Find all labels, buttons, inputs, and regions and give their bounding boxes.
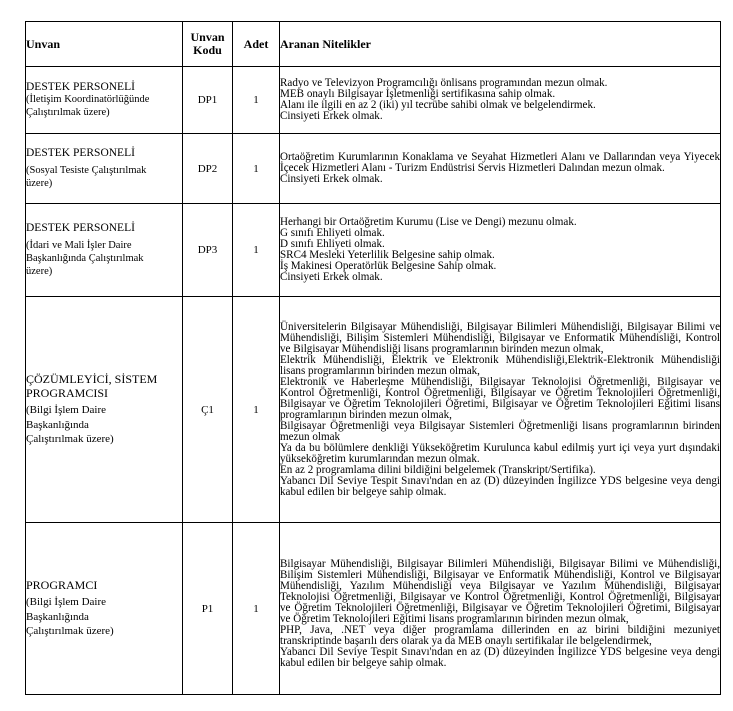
row-count: 1 [233,297,280,523]
qualification-line: Yabancı Dil Seviye Tespit Sınavı'ndan en az (D) düzeyinden İngilizce YDS belgesine veya dengi kabul edilen bir belgeye sahip olmak. [280,474,720,498]
row-subtitle: Çalıştırılmak üzere) [26,107,110,119]
header-adet: Adet [233,22,280,67]
qualification-line: Bilgisayar Mühendisliği, Bilgisayar Bilimleri Mühendisliği, Bilgisayar Bilimi ve Mühendisliği, Bilişim Sistemleri Mühendisliği, Bilgisayar ve Enformatik Mühendisliği, Kontrol ve Bilgisayar Mühendisliği, Yazılım Mühendisliği veya Bilgisayar ve Yazılım Mühendisliği, Bilgisayar Teknolojisi Öğretmenliği, Bilgisayar ve Kontrol Öğretmenliği, Kontrol Öğretmenliği, Bilgisayar ve Öğretim Teknolojileri Öğretmenliği, Bilgisayar ve Öğretim Teknolojileri Öğretimi, Bilgisayar ve Öğretim Teknolojileri Eğitimi lisans programlarının birinden mezun olmak, [280,558,720,625]
row-unvan [26,134,183,204]
row-subtitle: (Bilgi İşlem Daire [26,404,107,417]
row-qualifications [280,297,721,523]
row-title: DESTEK PERSONELİ [26,221,135,234]
row-code: DP3 [183,204,233,297]
table-row [26,67,721,134]
row-title: ÇÖZÜMLEYİCİ, SİSTEM PROGRAMCISI [26,372,158,401]
qualification-line: Cinsiyeti Erkek olmak. [280,110,383,122]
row-title: DESTEK PERSONELİ [26,146,135,159]
row-count: 1 [233,134,280,204]
qualification-line: Yabancı Dil Seviye Tespit Sınavı'ndan en az (D) düzeyinden İngilizce YDS belgesine veya dengi kabul edilen bir belgeye sahip olmak. [280,646,720,669]
table-row [26,523,721,695]
qualification-line: Alanı ile ilgili en az 2 (iki) yıl tecrübe sahibi olmak ve belgelendirmek. [280,99,596,111]
row-qualifications [280,67,721,134]
row-qualifications [280,134,721,204]
qualification-line: D sınıfı Ehliyeti olmak. [280,238,385,250]
qualification-line: En az 2 programlama dilini bildiğini belgelemek (Transkript/Sertifika). [280,463,596,476]
table-row [26,134,721,204]
row-unvan [26,297,183,523]
qualification-line: Radyo ve Televizyon Programcılığı önlisans programından mezun olmak. [280,77,608,89]
row-subtitle: Çalıştırılmak üzere) [26,433,114,446]
row-code: Ç1 [183,297,233,523]
qualification-line: Elektrik Mühendisliği, Elektrik ve Elektronik Mühendisliği,Elektrik-Elektronik Mühendisliği lisans programlarının birinden mezun olmak, [280,353,720,377]
table-row [26,204,721,297]
header-kod-line2: Kodu [193,43,222,57]
row-title: PROGRAMCI [26,578,98,593]
header-row [26,22,721,67]
header-kod-line1: Unvan [190,30,225,44]
qualification-line: İş Makinesi Operatörlük Belgesine Sahip olmak. [280,260,497,272]
row-count: 1 [233,67,280,134]
qualification-line: Cinsiyeti Erkek olmak. [280,173,383,185]
header-unvan: Unvan [26,22,183,67]
row-qualifications [280,204,721,297]
row-subtitle: (İdari ve Mali İşler Daire [26,240,132,252]
qualification-line: MEB onaylı Bilgisayar İşletmenliği sertifikasına sahip olmak. [280,88,556,100]
row-qualifications [280,523,721,695]
header-unvan-kodu [183,22,233,67]
qualification-line: Ya da bu bölümlere denkliği Yükseköğretim Kurulunca kabul edilmiş yurt içi veya yurt dışındaki yükseköğretim kurumlarından mezun olmak. [280,441,720,465]
row-code: DP1 [183,67,233,134]
personnel-requirements-table [25,21,721,695]
qualification-line: Cinsiyeti Erkek olmak. [280,271,383,283]
row-code: DP2 [183,134,233,204]
row-code: P1 [183,523,233,695]
row-subtitle: üzere) [26,178,53,190]
row-subtitle: (Sosyal Tesiste Çalıştırılmak [26,165,147,177]
row-unvan [26,204,183,297]
row-subtitle: (Bilgi İşlem Daire [26,596,107,609]
row-subtitle: Çalıştırılmak üzere) [26,625,114,638]
row-subtitle: Başkanlığında Çalıştırılmak [26,253,144,265]
qualification-line: Elektronik ve Haberleşme Mühendisliği, Bilgisayar Teknolojisi Öğretmenliği, Bilgisayar ve Kontrol Öğretmenliği, Kontrol Öğretmenliği, Bilgisayar ve Öğretim Teknolojileri Öğretmenliği, Bilgisayar ve Öğretim Teknolojileri Öğretimi, Bilgisayar ve Öğretim Teknolojileri Eğitimi lisans programlarının birinden mezun olmak, [280,375,720,421]
row-title: DESTEK PERSONELİ [26,80,135,93]
header-aranan-nitelikler: Aranan Nitelikler [280,22,721,67]
row-subtitle: üzere) [26,266,53,278]
row-unvan [26,523,183,695]
row-count: 1 [233,204,280,297]
row-subtitle: (İletişim Koordinatörlüğünde [26,94,150,106]
qualification-line: SRC4 Mesleki Yeterlilik Belgesine sahip olmak. [280,249,495,261]
row-subtitle: Başkanlığında [26,418,89,431]
row-count: 1 [233,523,280,695]
table-row [26,297,721,523]
qualification-line: Bilgisayar Öğretmenliği veya Bilgisayar Sistemleri Öğretmenliği lisans programlarının birinden mezun olmak [280,419,720,443]
row-subtitle: Başkanlığında [26,610,89,623]
qualification-line: Herhangi bir Ortaöğretim Kurumu (Lise ve Dengi) mezunu olmak. [280,216,577,228]
qualification-line: Üniversitelerin Bilgisayar Mühendisliği, Bilgisayar Bilimleri Mühendisliği, Bilgisayar Bilimi ve Mühendisliği, Bilişim Sistemleri Mühendisliği, Bilgisayar ve Enformatik Mühendisliği, Kontrol ve Bilgisayar Mühendisliği lisans programlarının birinden mezun olmak, [280,320,720,355]
qualification-line: PHP, Java, .NET veya diğer programlama dillerinden en az birini bildiğini mezuniyet transkriptinde başarılı ders olarak ya da MEB onaylı sertifikalar ile belgelendirmek, [280,624,720,647]
row-unvan [26,67,183,134]
qualification-line: G sınıfı Ehliyeti olmak. [280,227,385,239]
qualification-line: Ortaöğretim Kurumlarının Konaklama ve Seyahat Hizmetleri Alanı ve Dallarından veya Yiyecek İçecek Hizmetleri Alanı - Turizm Endüstrisi Servis Hizmetleri Dalından mezun olmak. [280,151,720,174]
